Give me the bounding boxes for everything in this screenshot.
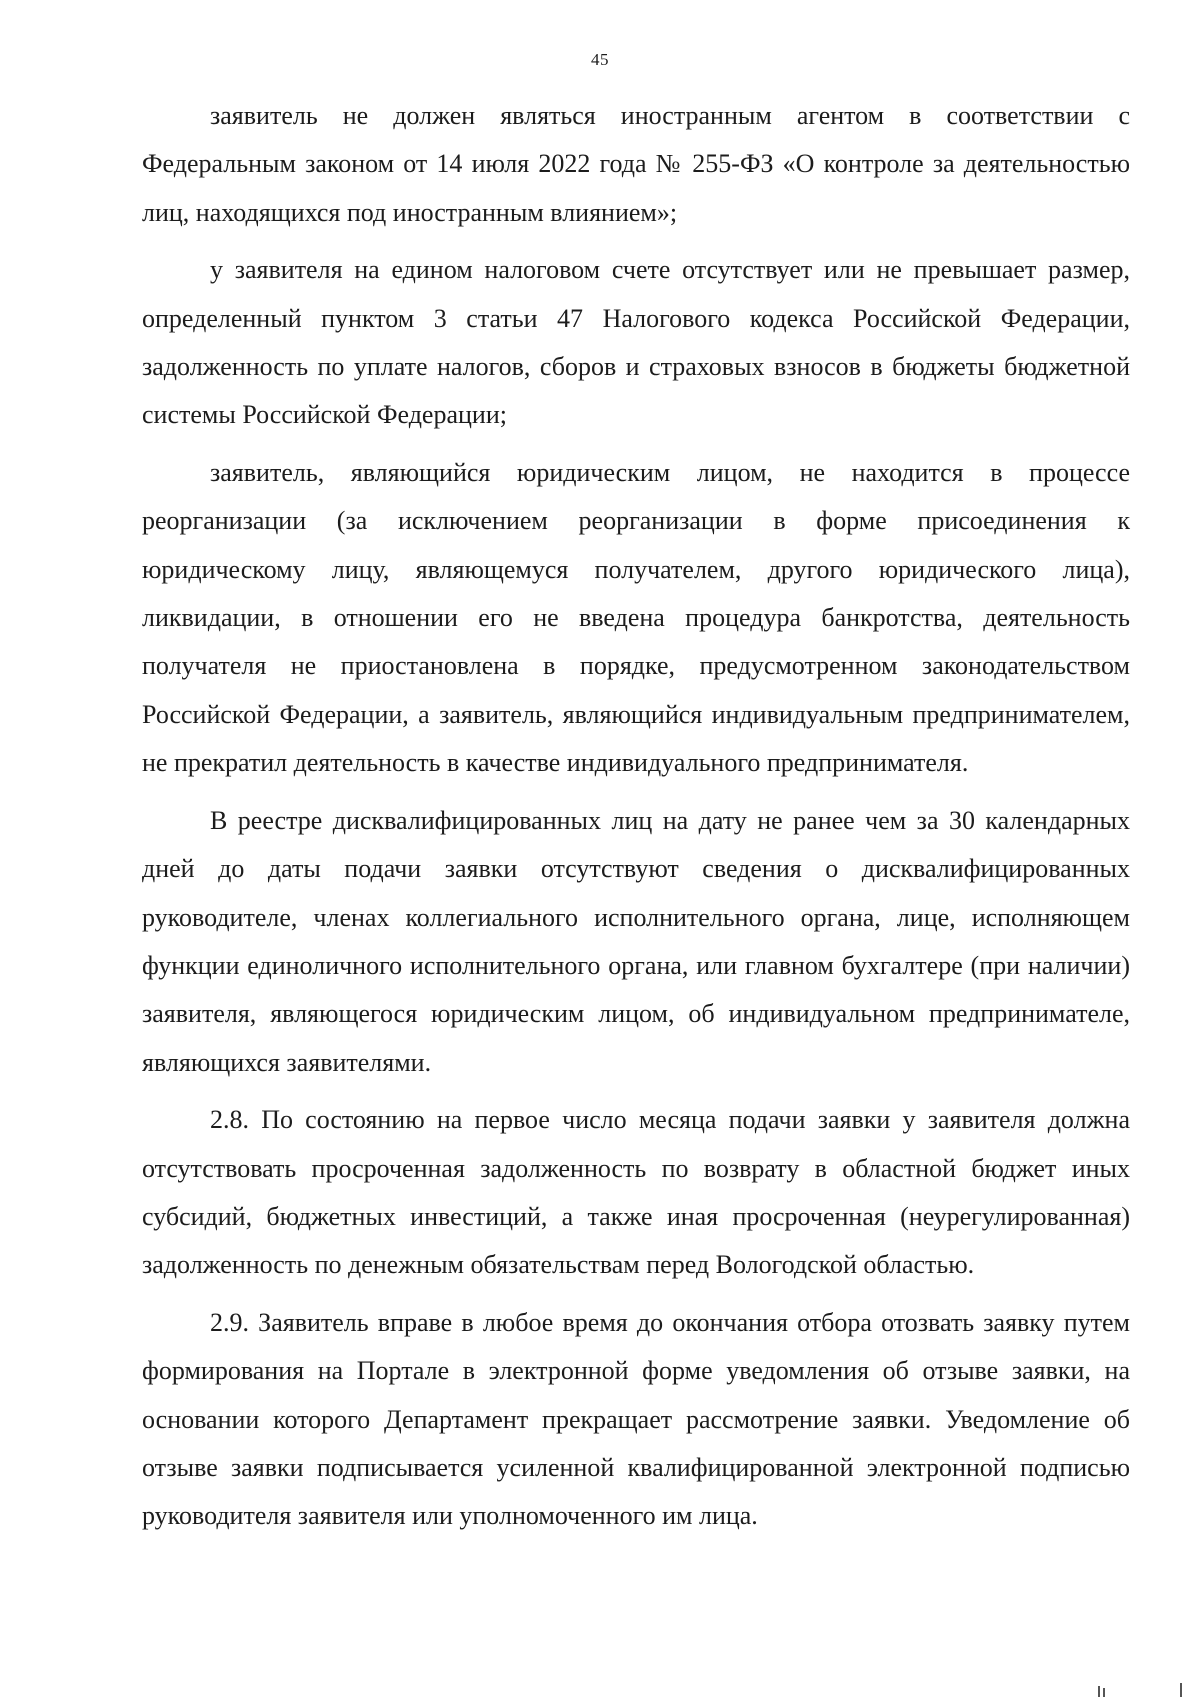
scan-artifact-mark [1180, 1683, 1182, 1697]
paragraph-disqualified-registry: В реестре дисквалифицированных лиц на дату не ранее чем за 30 календарных дней до даты подачи заявки отсутствуют сведения о дисквалифицированных руководителе, членах коллегиального исполнительного органа, лице, исполняющем функции единоличного исполнительного органа, или главном бухгалтере (при наличии) заявителя, являющегося юридическим лицом, об индивидуальном предпринимателе, являющихся заявителями. [142, 805, 1130, 1077]
paragraph-foreign-agent: заявитель не должен являться иностранным агентом в соответствии с Федеральным законом от 14 июля 2022 года № 255-ФЗ «О контроле за деятельностью лиц, находящихся под иностранным влиянием»; [142, 101, 1130, 227]
scan-artifact-mark [1103, 1688, 1105, 1697]
document-body [142, 92, 1130, 1541]
paragraph-reorganization: заявитель, являющийся юридическим лицом, не находится в процессе реорганизации (за исключением реорганизации в форме присоединения к юридическому лицу, являющемуся получателем, другого юридического лица), ликвидации, в отношении его не введена процедура банкротства, деятельность получателя не приостановлена в порядке, предусмотренном законодательством Российской Федерации, а заявитель, являющийся индивидуальным предпринимателем, не прекратил деятельность в качестве индивидуального предпринимателя. [142, 457, 1130, 778]
page-number: 45 [591, 50, 609, 69]
paragraph-section-2-9: 2.9. Заявитель вправе в любое время до окончания отбора отозвать заявку путем формирования на Портале в электронной форме уведомления об отзыве заявки, на основании которого Департамент прекращает рассмотрение заявки. Уведомление об отзыве заявки подписывается усиленной квалифицированной электронной подписью руководителя заявителя или уполномоченного им лица. [142, 1307, 1130, 1531]
scan-artifact-mark [1098, 1686, 1100, 1697]
paragraph-section-2-8: 2.8. По состоянию на первое число месяца подачи заявки у заявителя должна отсутствовать просроченная задолженность по возврату в областной бюджет иных субсидий, бюджетных инвестиций, а также иная просроченная (неурегулированная) задолженность по денежным обязательствам перед Вологодской областью. [142, 1105, 1130, 1280]
paragraph-tax-debt: у заявителя на едином налоговом счете отсутствует или не превышает размер, определенный пунктом 3 статьи 47 Налогового кодекса Российской Федерации, задолженность по уплате налогов, сборов и страховых взносов в бюджеты бюджетной системы Российской Федерации; [142, 255, 1130, 430]
